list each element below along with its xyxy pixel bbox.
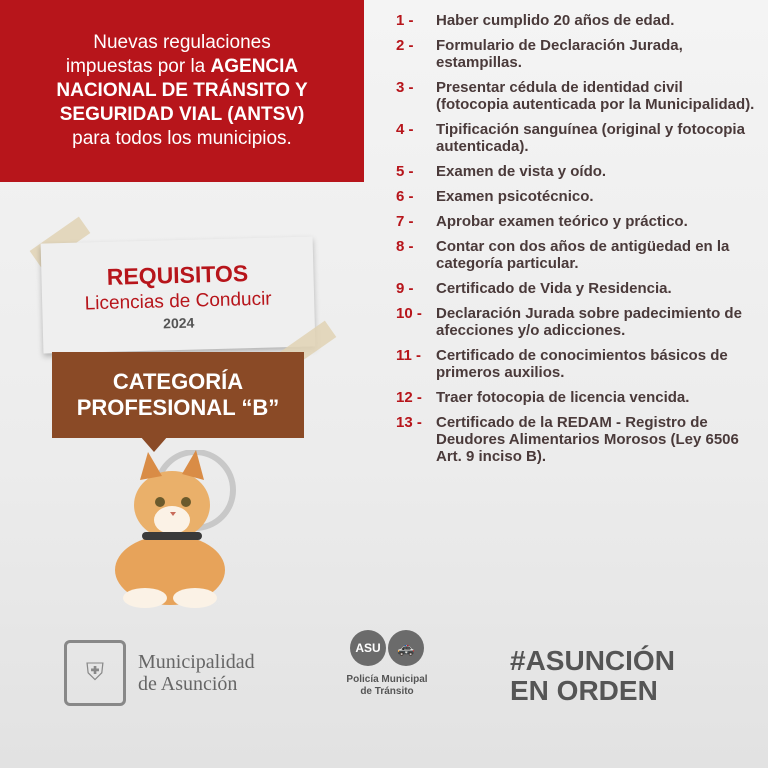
requirements-note <box>41 236 316 353</box>
list-item <box>396 12 756 29</box>
note-year: 2024 <box>162 314 195 332</box>
note-title: REQUISITOS <box>106 260 249 290</box>
item-number: 8 - <box>396 238 414 255</box>
cat-illustration <box>100 450 270 610</box>
requirements-list <box>396 12 756 473</box>
list-item <box>396 213 756 230</box>
item-number: 3 - <box>396 79 414 96</box>
municipality-line1: Municipalidad <box>138 651 255 673</box>
item-text: Presentar cédula de identidad civil (fotocopia autenticada por la Municipalidad). <box>436 79 755 113</box>
category-line2: PROFESIONAL “B” <box>76 395 280 420</box>
municipality-line2: de Asunción <box>138 673 238 695</box>
list-item <box>396 280 756 297</box>
item-number: 12 - <box>396 389 422 406</box>
hashtag-logo <box>510 646 675 706</box>
item-number: 4 - <box>396 121 414 138</box>
intro-line2 <box>0 55 364 79</box>
list-item <box>396 305 756 339</box>
list-item <box>396 121 756 155</box>
intro-banner <box>0 0 364 182</box>
municipality-logo <box>64 640 255 706</box>
item-text: Formulario de Declaración Jurada, estampillas. <box>436 37 683 71</box>
intro-line4 <box>0 103 364 127</box>
municipality-name <box>138 651 255 695</box>
police-badges <box>332 630 442 666</box>
hashtag-line1: #ASUNCIÓN <box>510 645 675 676</box>
list-item <box>396 37 756 71</box>
item-text: Aprobar examen teórico y práctico. <box>436 213 688 230</box>
item-text: Tipificación sanguínea (original y fotocopia autenticada). <box>436 121 745 155</box>
item-number: 10 - <box>396 305 422 322</box>
hashtag-line2: EN ORDEN <box>510 675 658 706</box>
intro-line3-bold: NACIONAL DE TRÁNSITO Y <box>56 80 308 101</box>
police-name <box>332 674 442 698</box>
list-item <box>396 414 756 465</box>
item-number: 6 - <box>396 188 414 205</box>
item-number: 2 - <box>396 37 414 54</box>
intro-line1: Nuevas regulaciones <box>93 32 271 53</box>
police-line1: Policía Municipal <box>346 674 428 685</box>
item-text: Certificado de conocimientos básicos de primeros auxilios. <box>436 347 728 381</box>
item-number: 5 - <box>396 163 414 180</box>
intro-line3 <box>0 79 364 103</box>
item-text: Traer fotocopia de licencia vencida. <box>436 389 690 406</box>
category-line1: CATEGORÍA <box>112 369 244 394</box>
item-text: Examen psicotécnico. <box>436 188 594 205</box>
car-icon: 🚓 <box>388 630 424 666</box>
list-item <box>396 188 756 205</box>
shield-icon: ⛨ <box>64 640 126 706</box>
intro-line5: para todos los municipios. <box>72 128 292 149</box>
item-text: Certificado de Vida y Residencia. <box>436 280 672 297</box>
item-text: Certificado de la REDAM - Registro de Deudores Alimentarios Morosos (Ley 6506 Art. 9 inciso B). <box>436 414 739 465</box>
item-text: Haber cumplido 20 años de edad. <box>436 12 675 29</box>
item-text: Contar con dos años de antigüedad en la categoría particular. <box>436 238 730 272</box>
police-logo <box>332 630 442 698</box>
intro-line2-bold: AGENCIA <box>210 56 299 77</box>
list-item <box>396 163 756 180</box>
item-number: 1 - <box>396 12 414 29</box>
item-number: 7 - <box>396 213 414 230</box>
list-item <box>396 389 756 406</box>
intro-line4-bold: SEGURIDAD VIAL (ANTSV) <box>59 104 305 125</box>
item-number: 11 - <box>396 347 422 364</box>
item-text: Examen de vista y oído. <box>436 163 607 180</box>
list-item <box>396 238 756 272</box>
item-number: 13 - <box>396 414 422 431</box>
list-item <box>396 79 756 113</box>
item-number: 9 - <box>396 280 414 297</box>
asu-badge: ASU <box>350 630 386 666</box>
intro-line2-pre: impuestas por la <box>65 56 211 77</box>
category-box <box>52 352 304 438</box>
police-line2: de Tránsito <box>360 686 414 697</box>
list-item <box>396 347 756 381</box>
note-subtitle: Licencias de Conducir <box>84 288 272 315</box>
item-text: Declaración Jurada sobre padecimiento de afecciones y/o adicciones. <box>436 305 742 339</box>
